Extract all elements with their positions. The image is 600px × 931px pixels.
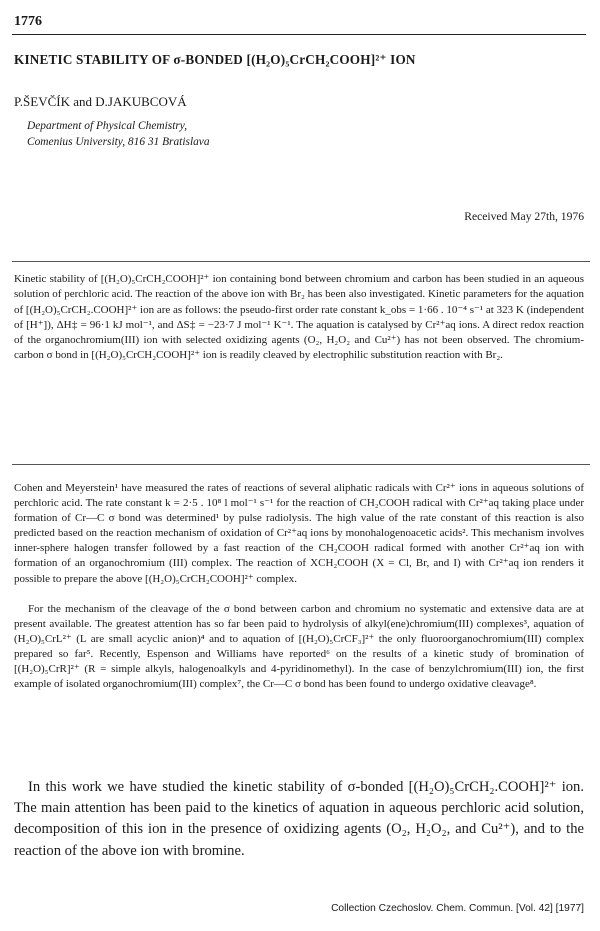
author-affiliation (27, 118, 210, 150)
affiliation-line: Department of Physical Chemistry, (27, 120, 188, 132)
page-number: 1776 (14, 14, 42, 29)
received-date: Received May 27th, 1976 (464, 210, 584, 223)
journal-footer: Collection Czechoslov. Chem. Commun. [Vol. 42] [1977] (331, 903, 584, 914)
article-title: KINETIC STABILITY OF σ-BONDED [(H₂O)₅CrCH₂COOH]²⁺ ION (14, 52, 416, 67)
article-authors: P.ŠEVČÍK and D.JAKUBCOVÁ (14, 94, 187, 109)
abstract-bottom-rule (12, 464, 590, 465)
abstract-top-rule (12, 261, 590, 262)
abstract-text: Kinetic stability of [(H₂O)₅CrCH₂COOH]²⁺ ion containing bond between chromium and carbon has been studied in an aqueous solution of perchloric acid. The reaction of the above ion with Br₂ has been also investigated. Kinetic parameters for the aquation of [(H₂O)₅CrCH₂.COOH]²⁺ ion are as follows: the pseudo-first order rate constant k_obs = 1·66 . 10⁻⁴ s⁻¹ at 323 K (independent of [H⁺]), ΔH‡ = 96·1 kJ mol⁻¹, and ΔS‡ = −23·7 J mol⁻¹ K⁻¹. The aquation is catalysed by Cr²⁺aq ions. A direct redox reaction of the organochromium(III) ion with selected oxidizing agents (O₂, H₂O₂ and Cu²⁺) has not been observed. The chromium-carbon σ bond in [(H₂O)₅CrCH₂COOH]²⁺ ion is readily cleaved by electrophilic substitution reaction with Br₂. (14, 273, 584, 362)
body-paragraph: For the mechanism of the cleavage of the σ bond between carbon and chromium no systematic and extensive data are at present available. The greatest attention has so far been paid to hydrolysis of alkyl(ene)chromium(III) complexes³, aquation of (H₂O)₅CrL²⁺ (L are small acyclic anion)⁴ and to aquation of [(H₂O)₅CrCF₃]²⁺ the only fluoroorganochromium(III) complex prepared so far⁵. Recently, Espenson and Williams have reported⁶ on the results of a kinetic study of bromination of [(H₂O)₅CrR]²⁺ (R = simple alkyls, halogenoalkyls and 4-pyridinomethyl). In the case of benzylchromium(III) ion, the first example of isolated organochromium(III) complex⁷, the Cr—C σ bond has been found to undergo oxidative cleavage⁸. (14, 603, 584, 691)
affiliation-line: Comenius University, 816 31 Bratislava (27, 136, 210, 148)
header-rule (12, 34, 586, 35)
body-paragraph: Cohen and Meyerstein¹ have measured the rates of reactions of several aliphatic radicals with Cr²⁺ ions in aqueous solutions of perchloric acid. The rate constant k = 2·5 . 10⁸ l mol⁻¹ s⁻¹ for the reaction of CH₂COOH radical with Cr²⁺aq taking place under formation of Cr—C σ bond was determined¹ by pulse radiolysis. The high value of the rate constant of this reaction is also predicted based on the reaction mechanism of oxidation of Cr²⁺aq ions by monohalogenoacetic acids². This mechanism involves inner-sphere halogen transfer followed by a fast reaction of the CH₂COOH radical formed with another Cr²⁺aq ion with formation of an organochromium (III) complex. The reaction of XCH₂COOH (X = Cl, Br, and I) with Cr²⁺aq ion renders it possible to prepare the above [(H₂O)₅CrCH₂COOH]²⁺ complex. (14, 482, 584, 585)
body-paragraph-large: In this work we have studied the kinetic stability of σ-bonded [(H₂O)₅CrCH₂.COOH]²⁺ ion. The main attention has been paid to the kinetics of aquation in aqueous perchloric acid solution, decomposition of this ion in the presence of oxidizing agents (O₂, H₂O₂, and Cu²⁺), and to the reaction of the above ion with bromine. (14, 779, 584, 859)
